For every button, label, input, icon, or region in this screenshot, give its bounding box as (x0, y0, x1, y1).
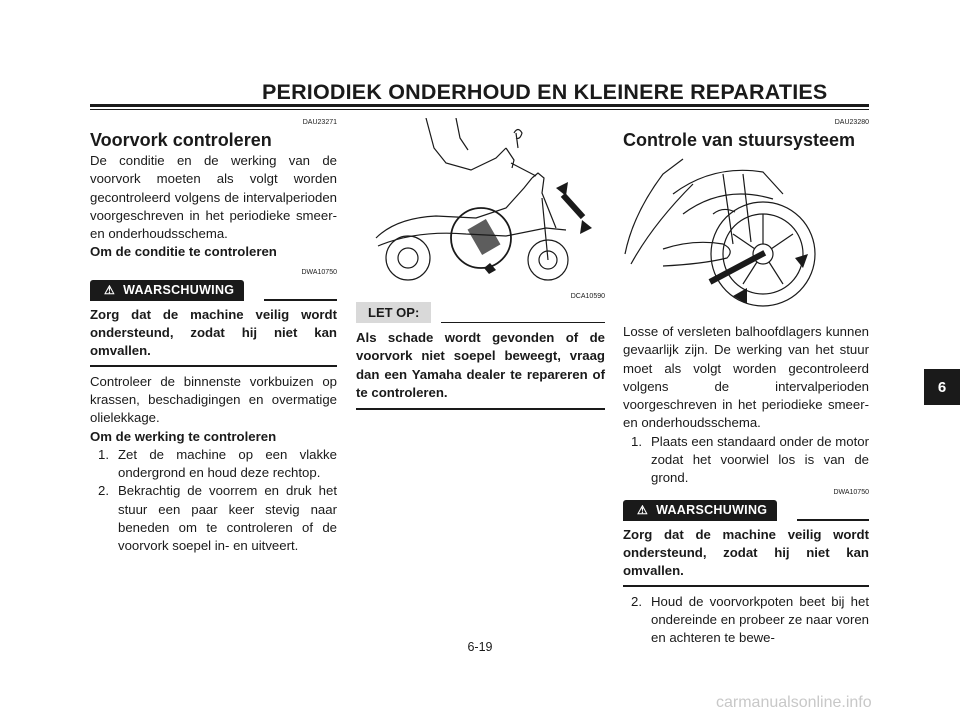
warning-box (623, 488, 869, 587)
warning-triangle-icon: ⚠ (637, 503, 649, 518)
note-code: DCA10590 (570, 293, 605, 300)
warning-label-text: WAARSCHUWING (656, 503, 768, 518)
note-header (356, 302, 605, 323)
note-label: LET OP: (356, 302, 431, 323)
intro-paragraph: De conditie en de werking van de voorvork moeten als volgt worden gecontroleerd volgens de intervalperioden voorgeschreven in het periodieke smeer- en onderhoudsschema. (90, 153, 337, 242)
section-code: DAU23280 (834, 119, 869, 126)
header-rule (90, 104, 869, 107)
steering-check-illustration (623, 154, 869, 319)
step-number: 1. (98, 446, 109, 462)
warning-label (90, 280, 244, 301)
header-rule-thin (90, 109, 869, 110)
subheading-condition: Om de conditie te controleren (90, 244, 277, 260)
step-item (90, 482, 337, 555)
step-number: 2. (98, 483, 109, 499)
chapter-tab: 6 (924, 369, 960, 405)
right-column (623, 118, 869, 647)
step-text: Bekrachtig de voorrem en druk het stuur een paar keer stevig naar beneden om te controleren of de voorvork soepel in- en uitveert. (118, 483, 337, 554)
note-text: Als schade wordt gevonden of de voorvork niet soepel beweegt, vraag dan een Yamaha dealer te repareren of te controleren. (356, 330, 605, 400)
warning-code: DWA10750 (833, 488, 869, 496)
note-rule (441, 322, 605, 324)
warning-code: DWA10750 (301, 268, 337, 276)
note-end-rule (356, 408, 605, 410)
subheading-operation: Om de werking te controleren (90, 428, 277, 444)
warning-text: Zorg dat de machine veilig wordt ondersteund, zodat hij niet kan omvallen. (623, 526, 869, 579)
page-number: 6-19 (467, 640, 493, 654)
section-code: DAU23271 (302, 119, 337, 126)
step-item (90, 446, 337, 483)
step-item (623, 433, 869, 488)
warning-label-text: WAARSCHUWING (123, 283, 235, 298)
warning-text: Zorg dat de machine veilig wordt ondersteund, zodat hij niet kan omvallen. (90, 306, 337, 359)
warning-box (90, 268, 337, 367)
step-text: Houd de voorvorkpoten beet bij het ondereinde en probeer ze naar voren en achteren te bewe- (651, 593, 869, 646)
steering-paragraph: Losse of versleten balhoofdlagers kunnen gevaarlijk zijn. De werking van het stuur moet als volgt worden gecontroleerd volgens de intervalperioden voorgeschreven in het periodieke smeer- en onderhoudsschema. (623, 324, 869, 431)
left-column (90, 118, 337, 556)
step-text: Plaats een standaard onder de motor zodat het voorwiel los is van de grond. (651, 433, 869, 486)
section-title: Controle van stuursysteem (623, 130, 856, 150)
step-text: Zet de machine op een vlakke ondergrond en houd deze rechtop. (118, 446, 337, 481)
warning-triangle-icon: ⚠ (104, 283, 116, 298)
watermark: carmanualsonline.info (716, 694, 872, 711)
middle-column (356, 118, 605, 410)
warning-label (623, 500, 777, 521)
step-number: 1. (631, 433, 642, 449)
step-number: 2. (631, 593, 642, 609)
warning-rule (797, 519, 869, 521)
section-title: Voorvork controleren (90, 130, 272, 150)
warning-end-rule (90, 365, 337, 367)
warning-end-rule (623, 585, 869, 587)
scooter-fork-illustration (356, 118, 605, 290)
warning-rule (264, 299, 337, 301)
section-header: PERIODIEK ONDERHOUD EN KLEINERE REPARATIES (262, 80, 828, 104)
inspection-paragraph: Controleer de binnenste vorkbuizen op krassen, beschadigingen en overmatige olielekkage. (90, 373, 337, 426)
